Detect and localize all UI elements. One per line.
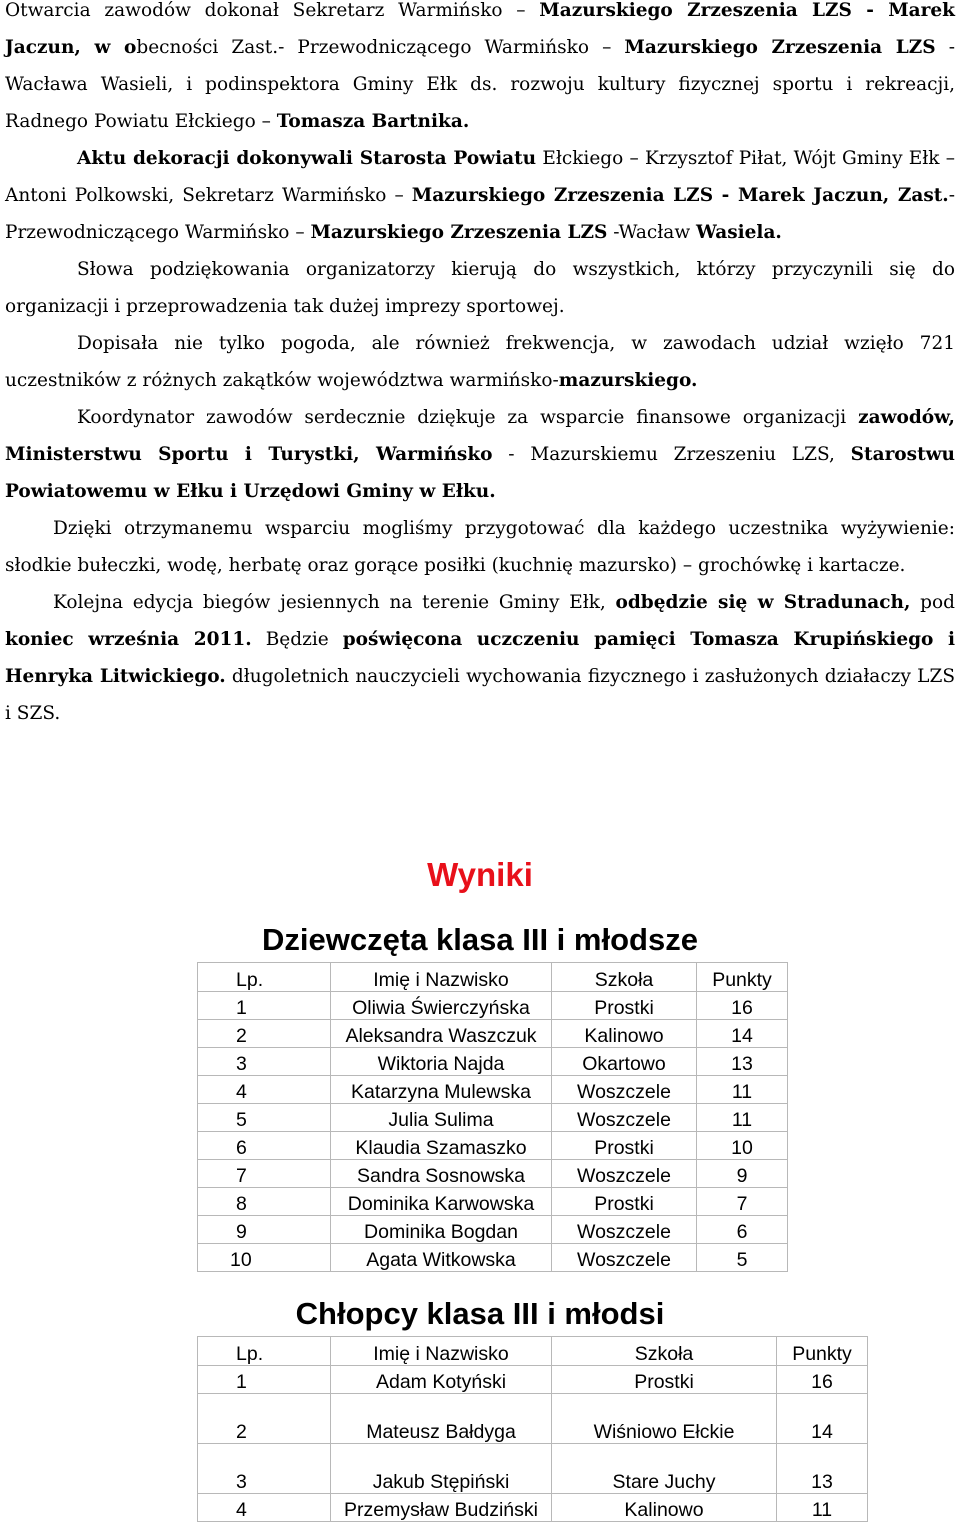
cell-points: 16 — [777, 1366, 868, 1394]
text-bold: Mazurskiego Zrzeszenia LZS — [310, 222, 608, 243]
cell-name: Sandra Sosnowska — [331, 1160, 552, 1188]
cell-school: Woszczele — [552, 1216, 697, 1244]
table-row — [198, 1216, 788, 1244]
paragraph-catering — [5, 510, 955, 584]
cell-points: 11 — [777, 1494, 868, 1522]
cell-points: 7 — [697, 1188, 788, 1216]
cell-points: 13 — [777, 1444, 868, 1494]
paragraph-opening — [5, 0, 955, 140]
table-row — [198, 992, 788, 1020]
boys-results-table — [197, 1336, 868, 1522]
cell-points: 11 — [697, 1104, 788, 1132]
cell-name: Aleksandra Waszczuk — [331, 1020, 552, 1048]
cell-school: Stare Juchy — [552, 1444, 777, 1494]
text-bold: koniec września 2011. — [5, 629, 252, 650]
cell-school: Woszczele — [552, 1076, 697, 1104]
cell-lp: 2 — [198, 1020, 331, 1048]
cell-school: Woszczele — [552, 1104, 697, 1132]
header-points: Punkty — [777, 1337, 868, 1366]
table-row — [198, 1444, 868, 1494]
text-bold: Tomasza Bartnika. — [276, 111, 470, 132]
table-row — [198, 1160, 788, 1188]
cell-lp: 3 — [198, 1444, 331, 1494]
text: Ełckiego – Krzysztof Piłat, Wójt Gminy Ełk – Antoni Polkowski, Sekretarz Warmińsko – — [5, 148, 955, 206]
cell-name: Julia Sulima — [331, 1104, 552, 1132]
cell-school: Prostki — [552, 1132, 697, 1160]
paragraph-sponsors — [5, 399, 955, 510]
text: - Mazurskiemu Zrzeszeniu LZS, — [492, 444, 851, 465]
cell-lp: 1 — [198, 992, 331, 1020]
paragraph-attendance — [5, 325, 955, 399]
paragraph-decoration — [5, 140, 955, 251]
cell-name: Mateusz Bałdyga — [331, 1394, 552, 1444]
table-row — [198, 1366, 868, 1394]
table-row — [198, 1244, 788, 1272]
cell-name: Oliwia Świerczyńska — [331, 992, 552, 1020]
cell-name: Agata Witkowska — [331, 1244, 552, 1272]
girls-section-title: Dziewczęta klasa III i młodsze — [262, 922, 698, 957]
cell-lp: 3 — [198, 1048, 331, 1076]
header-name: Imię i Nazwisko — [331, 963, 552, 992]
cell-name: Przemysław Budziński — [331, 1494, 552, 1522]
cell-points: 10 — [697, 1132, 788, 1160]
boys-section-title: Chłopcy klasa III i młodsi — [295, 1296, 665, 1331]
text: becności Zast.- Przewodniczącego Warmińsko – — [136, 37, 625, 58]
cell-lp: 4 — [198, 1076, 331, 1104]
cell-school: Kalinowo — [552, 1020, 697, 1048]
text: Dzięki otrzymanemu wsparciu mogliśmy przygotować dla każdego uczestnika wyżywienie: słodkie bułeczki, wodę, herbatę oraz gorące posiłki (kuchnię mazursko) – grochówkę i kartacze. — [5, 518, 955, 576]
text-bold: Starostwu Powiatowemu w Ełku i Urzędowi Gminy w Ełku. — [5, 444, 955, 502]
table-header-row — [198, 963, 788, 992]
cell-name: Adam Kotyński — [331, 1366, 552, 1394]
text-bold: Mazurskiego Zrzeszenia LZS - Marek Jaczun, w o — [5, 0, 955, 58]
header-lp: Lp. — [198, 1337, 331, 1366]
header-school: Szkoła — [552, 1337, 777, 1366]
cell-points: 14 — [777, 1394, 868, 1444]
girls-results-table — [197, 962, 788, 1272]
text-bold: Wasiela. — [696, 222, 782, 243]
cell-lp: 10 — [198, 1244, 331, 1272]
cell-lp: 4 — [198, 1494, 331, 1522]
paragraph-next-edition — [5, 584, 955, 732]
text-bold: mazurskiego. — [558, 370, 698, 391]
cell-points: 13 — [697, 1048, 788, 1076]
text-bold: zawodów, Ministerstwu Sportu i Turystki, Warmińsko — [5, 407, 955, 465]
header-points: Punkty — [697, 963, 788, 992]
text: pod — [910, 592, 955, 613]
header-lp: Lp. — [198, 963, 331, 992]
text-bold: poświęcona uczczeniu pamięci Tomasza Krupińskiego i Henryka Litwickiego. — [5, 629, 955, 687]
text: Dopisała nie tylko pogoda, ale również frekwencja, w zawodach udział wzięło 721 uczestników z różnych zakątków województwa warmińsko- — [5, 333, 955, 391]
text: - Przewodniczącego Warmińsko – — [5, 185, 955, 243]
cell-school: Wiśniowo Ełckie — [552, 1394, 777, 1444]
table-row — [198, 1048, 788, 1076]
text-bold: Aktu dekoracji dokonywali Starosta Powiatu — [77, 148, 537, 169]
cell-lp: 6 — [198, 1132, 331, 1160]
cell-points: 9 — [697, 1160, 788, 1188]
cell-school: Prostki — [552, 992, 697, 1020]
cell-points: 5 — [697, 1244, 788, 1272]
cell-name: Dominika Bogdan — [331, 1216, 552, 1244]
table-row — [198, 1394, 868, 1444]
cell-school: Woszczele — [552, 1160, 697, 1188]
table-header-row — [198, 1337, 868, 1366]
cell-school: Kalinowo — [552, 1494, 777, 1522]
text: - Wacława Wasieli, i podinspektora Gminy Ełk ds. rozwoju kultury fizycznej sportu i rekreacji, Radnego Powiatu Ełckiego – — [5, 37, 955, 132]
cell-lp: 2 — [198, 1394, 331, 1444]
text: Będzie — [251, 629, 343, 650]
table-row — [198, 1104, 788, 1132]
cell-school: Prostki — [552, 1366, 777, 1394]
cell-name: Wiktoria Najda — [331, 1048, 552, 1076]
cell-points: 16 — [697, 992, 788, 1020]
text-bold: Mazurskiego Zrzeszenia LZS — [624, 37, 936, 58]
table-row — [198, 1494, 868, 1522]
table-row — [198, 1188, 788, 1216]
text: Koordynator zawodów serdecznie dziękuje za wsparcie finansowe organizacji — [77, 407, 859, 428]
cell-school: Prostki — [552, 1188, 697, 1216]
header-school: Szkoła — [552, 963, 697, 992]
cell-lp: 7 — [198, 1160, 331, 1188]
table-row — [198, 1132, 788, 1160]
text-bold: Mazurskiego Zrzeszenia LZS - Marek Jaczun, Zast. — [411, 185, 949, 206]
cell-name: Jakub Stępiński — [331, 1444, 552, 1494]
cell-lp: 8 — [198, 1188, 331, 1216]
cell-name: Katarzyna Mulewska — [331, 1076, 552, 1104]
text: Kolejna edycja biegów jesiennych na terenie Gminy Ełk, — [53, 592, 616, 613]
paragraph-thanks — [5, 251, 955, 325]
cell-lp: 5 — [198, 1104, 331, 1132]
cell-points: 6 — [697, 1216, 788, 1244]
table-row — [198, 1020, 788, 1048]
cell-name: Klaudia Szamaszko — [331, 1132, 552, 1160]
text: długoletnich nauczycieli wychowania fizycznego i zasłużonych działaczy LZS i SZS. — [5, 666, 955, 724]
document-body — [5, 0, 955, 732]
header-name: Imię i Nazwisko — [331, 1337, 552, 1366]
cell-points: 14 — [697, 1020, 788, 1048]
cell-lp: 9 — [198, 1216, 331, 1244]
cell-school: Woszczele — [552, 1244, 697, 1272]
cell-points: 11 — [697, 1076, 788, 1104]
text: Otwarcia zawodów dokonał Sekretarz Warmińsko – — [5, 0, 540, 21]
cell-school: Okartowo — [552, 1048, 697, 1076]
text: Słowa podziękowania organizatorzy kierują do wszystkich, którzy przyczynili się do organizacji i przeprowadzenia tak dużej imprezy sportowej. — [5, 259, 955, 317]
text-bold: odbędzie się w Stradunach, — [615, 592, 911, 613]
results-title: Wyniki — [427, 856, 533, 893]
cell-lp: 1 — [198, 1366, 331, 1394]
table-row — [198, 1076, 788, 1104]
text: -Wacław — [607, 222, 697, 243]
cell-name: Dominika Karwowska — [331, 1188, 552, 1216]
